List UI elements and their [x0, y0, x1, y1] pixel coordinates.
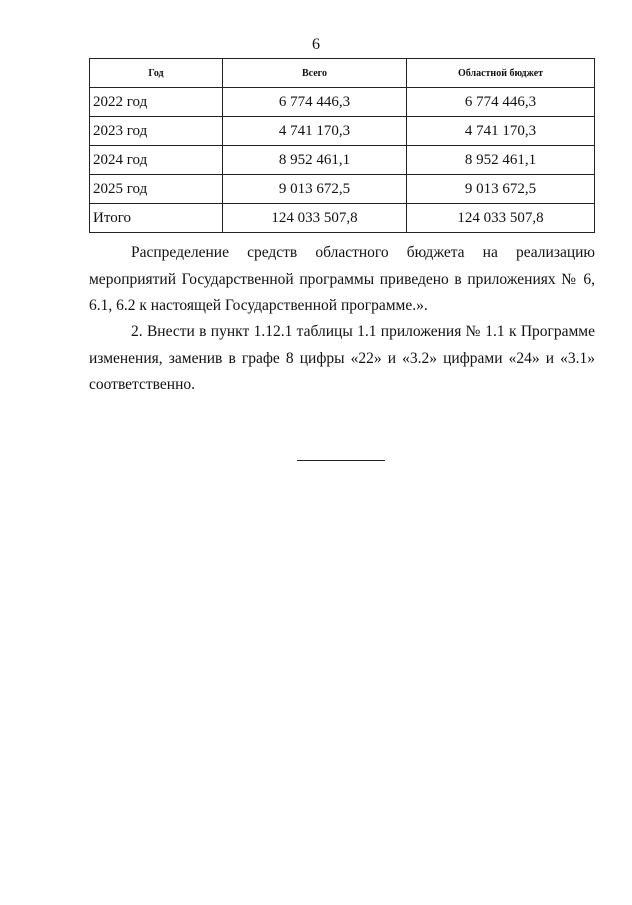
table-row — [90, 146, 595, 175]
row-regional: 4 741 170,3 — [407, 117, 595, 146]
table-row — [90, 175, 595, 204]
table-row — [90, 117, 595, 146]
row-year: Итого — [90, 204, 223, 233]
header-total: Всего — [223, 59, 407, 88]
table-row-total — [90, 204, 595, 233]
row-year: 2023 год — [90, 117, 223, 146]
table-header-row — [90, 59, 595, 88]
header-year: Год — [90, 59, 223, 88]
row-year: 2024 год — [90, 146, 223, 175]
row-regional: 8 952 461,1 — [407, 146, 595, 175]
row-regional: 124 033 507,8 — [407, 204, 595, 233]
row-year: 2022 год — [90, 88, 223, 117]
closing-rule — [297, 460, 385, 461]
row-regional: 9 013 672,5 — [407, 175, 595, 204]
table-row — [90, 88, 595, 117]
amendment-paragraph: 2. Внести в пункт 1.12.1 таблицы 1.1 приложения № 1.1 к Программе изменения, заменив в графе 8 цифры «22» и «3.2» цифрами «24» и «3.1» соответственно. — [89, 323, 595, 393]
distribution-paragraph: Распределение средств областного бюджета на реализацию мероприятий Государственной программы приведено в приложениях № 6, 6.1, 6.2 к настоящей Государственной программе.». — [89, 244, 595, 314]
header-regional-budget: Областной бюджет — [407, 59, 595, 88]
row-total: 6 774 446,3 — [223, 88, 407, 117]
row-regional: 6 774 446,3 — [407, 88, 595, 117]
row-total: 4 741 170,3 — [223, 117, 407, 146]
row-total: 8 952 461,1 — [223, 146, 407, 175]
budget-table — [89, 58, 595, 233]
page-number: 6 — [312, 36, 320, 53]
row-total: 9 013 672,5 — [223, 175, 407, 204]
row-total: 124 033 507,8 — [223, 204, 407, 233]
row-year: 2025 год — [90, 175, 223, 204]
